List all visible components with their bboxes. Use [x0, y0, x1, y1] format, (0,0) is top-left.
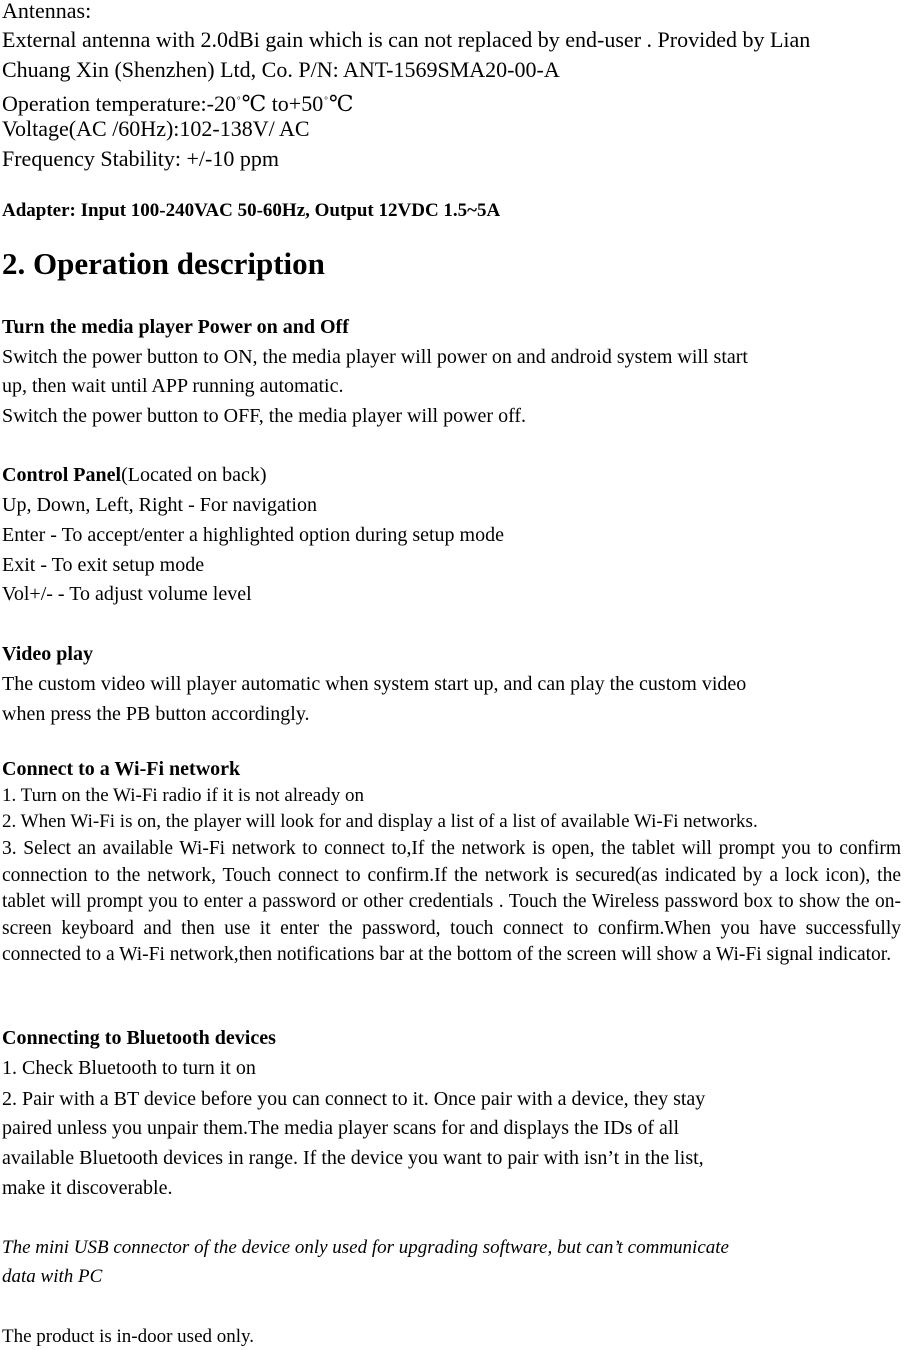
- voltage-spec: Voltage(AC /60Hz):102-138V/ AC: [2, 116, 310, 141]
- wifi-step-2: 2. When Wi-Fi is on, the player will look for and display a list of a list of available Wi-Fi networks.: [2, 811, 758, 832]
- control-panel-heading-bold: Control Panel: [2, 464, 122, 486]
- bluetooth-heading: Connecting to Bluetooth devices: [2, 1027, 276, 1049]
- antennas-label: Antennas:: [2, 0, 92, 23]
- control-item-navigation: Up, Down, Left, Right - For navigation: [2, 494, 317, 516]
- video-heading: Video play: [2, 643, 93, 665]
- control-item-volume: Vol+/- - To adjust volume level: [2, 583, 252, 605]
- op-temp-part-b: ℃ to+50: [241, 91, 324, 116]
- power-line-3: Switch the power button to OFF, the media player will power off.: [2, 405, 527, 427]
- frequency-stability: Frequency Stability: +/-10 ppm: [2, 146, 279, 171]
- bluetooth-step-2-line-1: 2. Pair with a BT device before you can connect to it. Once pair with a device, they stay: [2, 1088, 706, 1110]
- video-line-1: The custom video will player automatic when system start up, and can play the custom video: [2, 673, 747, 695]
- adapter-spec: Adapter: Input 100-240VAC 50-60Hz, Output 12VDC 1.5~5A: [2, 200, 501, 221]
- control-item-enter: Enter - To accept/enter a highlighted option during setup mode: [2, 524, 504, 546]
- usb-note-line-2: data with PC: [2, 1266, 103, 1287]
- bluetooth-step-1: 1. Check Bluetooth to turn it on: [2, 1057, 256, 1079]
- power-heading: Turn the media player Power on and Off: [2, 316, 349, 338]
- bluetooth-step-2-line-4: make it discoverable.: [2, 1177, 173, 1199]
- bluetooth-step-2-line-3: available Bluetooth devices in range. If the device you want to pair with isn’t in the list,: [2, 1147, 704, 1169]
- wifi-heading: Connect to a Wi-Fi network: [2, 758, 241, 780]
- degree-mark: °: [324, 94, 328, 105]
- section-title: 2. Operation description: [2, 246, 325, 281]
- usb-note-line-1: The mini USB connector of the device only used for upgrading software, but can’t communicate: [2, 1237, 729, 1258]
- op-temp-part-a: Operation temperature:-20: [2, 91, 236, 116]
- power-line-1: Switch the power button to ON, the media player will power on and android system will start: [2, 346, 748, 368]
- degree-mark: °: [236, 94, 241, 105]
- antenna-line-1: External antenna with 2.0dBi gain which is can not replaced by end-user . Provided by Lian: [2, 27, 811, 52]
- antenna-line-2: Chuang Xin (Shenzhen) Ltd, Co. P/N: ANT-1569SMA20-00-A: [2, 57, 560, 82]
- control-item-exit: Exit - To exit setup mode: [2, 554, 205, 576]
- control-panel-heading: [2, 464, 267, 487]
- operation-temperature: [2, 91, 353, 117]
- wifi-step-3: 3. Select an available Wi-Fi network to connect to,If the network is open, the tablet will prompt you to confirm connection to the network, Touch connect to confirm.If the network is secured(as indicated by a lock icon), the tablet will prompt you to enter a password or other credentials . Touch the Wireless password box to show the on-screen keyboard and then use it enter the password, touch connect to confirm.When you have successfully connected to a Wi-Fi network,then notifications bar at the bottom of the screen will show a Wi-Fi signal indicator.: [2, 838, 901, 965]
- indoor-use-note: The product is in-door used only.: [2, 1326, 255, 1347]
- video-line-2: when press the PB button accordingly.: [2, 703, 310, 725]
- wifi-step-1: 1. Turn on the Wi-Fi radio if it is not already on: [2, 785, 364, 806]
- op-temp-part-c: ℃: [328, 91, 354, 116]
- control-panel-heading-note: (Located on back): [121, 464, 267, 486]
- power-line-2: up, then wait until APP running automatic.: [2, 375, 344, 397]
- bluetooth-step-2-line-2: paired unless you unpair them.The media player scans for and displays the IDs of all: [2, 1117, 680, 1139]
